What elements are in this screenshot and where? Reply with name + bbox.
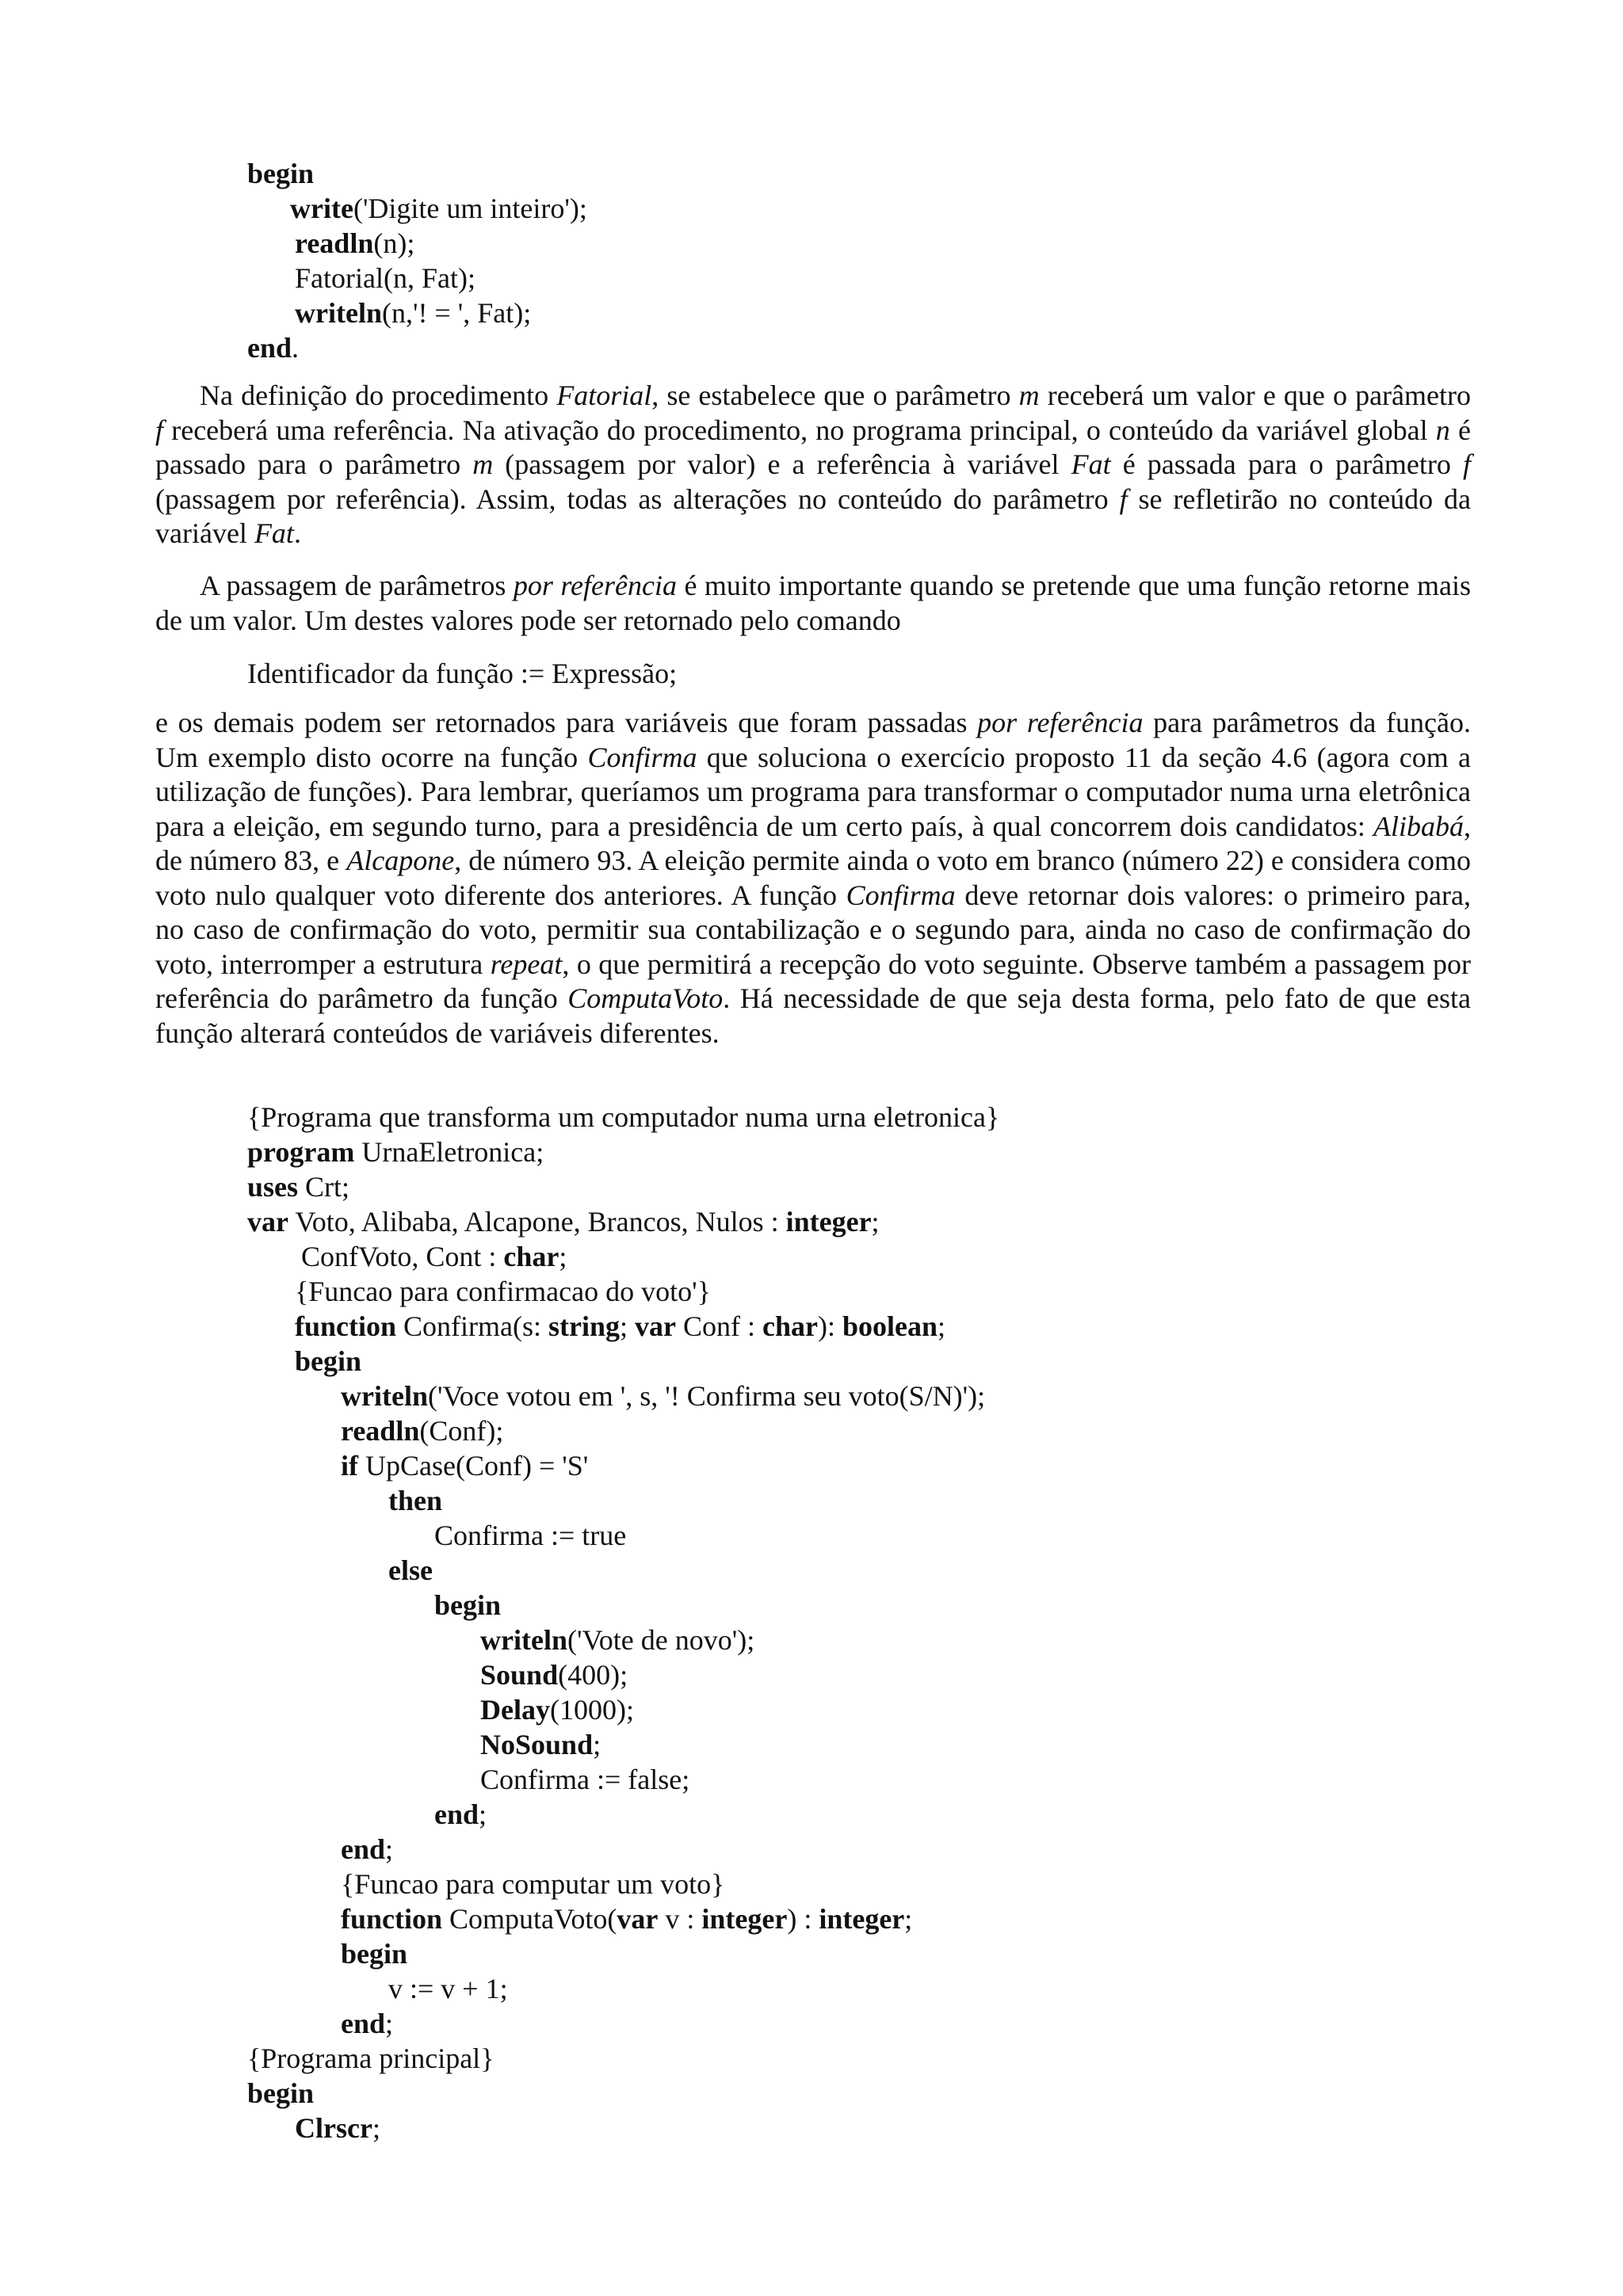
code-keyword: begin	[247, 2077, 315, 2109]
code-line	[0, 1832, 999, 1867]
code-line	[0, 2111, 999, 2145]
text-run: ('Vote de novo');	[567, 1624, 755, 1656]
code-keyword: begin	[295, 1345, 362, 1377]
text-run: (n,'! = ', Fat);	[381, 297, 532, 329]
code-block-urna-eletronica	[0, 1100, 999, 2145]
italic-term: n	[1435, 414, 1450, 446]
text-run: v := v + 1;	[388, 1973, 508, 2004]
text-run: {Funcao para confirmacao do voto'}	[295, 1276, 711, 1307]
text-run: ('Voce votou em ', s, '! Confirma seu voto(S/N)');	[427, 1380, 986, 1412]
code-line	[0, 1867, 999, 1901]
text-run: ConfVoto, Cont :	[301, 1241, 504, 1272]
code-keyword: integer	[819, 1903, 905, 1935]
code-line	[0, 1204, 999, 1239]
code-line	[0, 1518, 999, 1553]
text-run: , de número 93. A eleição permite ainda o voto em branco (número 22) e considera como voto nulo qualquer voto diferente dos anteriores. A função	[155, 845, 1471, 911]
text-run: Voto, Alibaba, Alcapone, Brancos, Nulos :	[288, 1206, 786, 1238]
code-keyword: begin	[434, 1589, 502, 1621]
text-run: , o que permitirá a recepção do voto seguinte. Observe também a passagem por referência do parâmetro da função	[155, 948, 1471, 1014]
text-run: Confirma := true	[434, 1520, 627, 1551]
code-keyword: writeln	[295, 297, 382, 329]
code-block-fatorial-main	[0, 156, 587, 365]
code-line	[0, 1379, 999, 1413]
text-run: {Funcao para computar um voto}	[341, 1868, 725, 1900]
italic-term: repeat	[490, 948, 563, 980]
code-keyword: else	[388, 1554, 433, 1586]
text-run: é passado para o parâmetro	[155, 414, 1471, 480]
code-line	[0, 1448, 999, 1483]
code-keyword: end	[341, 1833, 386, 1865]
code-line	[0, 1483, 999, 1518]
code-line	[0, 1239, 999, 1274]
italic-term: f	[1462, 448, 1471, 480]
code-keyword: integer	[785, 1206, 872, 1238]
code-line	[0, 1413, 999, 1448]
code-line	[0, 1762, 999, 1797]
text-run: e os demais podem ser retornados para variáveis que foram passadas	[155, 707, 978, 738]
text-run: {Programa principal}	[247, 2042, 495, 2074]
code-keyword: begin	[341, 1938, 408, 1970]
text-run: (1000);	[549, 1694, 634, 1726]
code-keyword: var	[617, 1903, 659, 1935]
code-line	[0, 2006, 999, 2041]
text-run: UpCase(Conf) = 'S'	[358, 1450, 589, 1482]
paragraph-confirma-example	[155, 706, 1471, 1051]
code-line	[0, 1901, 999, 1936]
text-run: , se estabelece que o parâmetro	[651, 379, 1019, 411]
text-run: ;	[385, 1833, 394, 1865]
code-line	[0, 1344, 999, 1379]
code-keyword: function	[341, 1903, 443, 1935]
code-keyword: write	[290, 193, 353, 224]
text-run: A passagem de parâmetros	[200, 570, 514, 601]
code-keyword: if	[341, 1450, 358, 1482]
italic-term: por referência	[977, 707, 1144, 738]
text-run: ;	[559, 1241, 567, 1272]
code-line	[0, 1936, 999, 1971]
code-keyword: char	[762, 1310, 819, 1342]
text-run: ;	[938, 1310, 946, 1342]
code-keyword: boolean	[842, 1310, 938, 1342]
code-keyword: program	[247, 1136, 355, 1168]
code-keyword: var	[635, 1310, 677, 1342]
code-keyword: readln	[295, 227, 374, 259]
text-run: (n);	[373, 227, 415, 259]
italic-term: f	[1119, 482, 1128, 515]
text-run: (Conf);	[419, 1415, 504, 1447]
text-run: receberá uma referência. Na ativação do procedimento, no programa principal, o conteúdo da variável global	[163, 414, 1436, 446]
italic-term: por referência	[513, 570, 677, 601]
text-run: Conf :	[676, 1310, 763, 1342]
code-keyword: Clrscr	[295, 2112, 372, 2144]
code-keyword: writeln	[341, 1380, 428, 1412]
text-run: .	[293, 517, 301, 549]
text-run: ;	[904, 1903, 913, 1935]
formula-function-assignment: Identificador da função := Expressão;	[247, 658, 678, 689]
code-keyword: uses	[247, 1171, 299, 1203]
text-run: ;	[385, 2008, 394, 2039]
code-keyword: char	[503, 1241, 559, 1272]
text-run: Crt;	[298, 1171, 350, 1203]
italic-term: Confirma	[587, 741, 697, 773]
italic-term: ComputaVoto	[567, 982, 724, 1014]
code-line	[0, 156, 587, 191]
code-line	[0, 1657, 999, 1692]
italic-term: Alibabá	[1373, 810, 1464, 842]
italic-term: Fat	[1071, 448, 1111, 480]
text-run: Confirma := false;	[480, 1764, 690, 1795]
text-run: ('Digite um inteiro');	[353, 193, 587, 224]
text-run: ) :	[787, 1903, 819, 1935]
text-run: (400);	[558, 1659, 628, 1691]
code-line	[0, 1727, 999, 1762]
text-run: Fatorial(n, Fat);	[295, 262, 475, 294]
code-keyword: readln	[341, 1415, 420, 1447]
text-run: v :	[658, 1903, 702, 1935]
code-line	[0, 1971, 999, 2006]
code-keyword: var	[247, 1206, 288, 1238]
text-run: ;	[871, 1206, 880, 1238]
code-keyword: Delay	[480, 1694, 550, 1726]
code-keyword: begin	[247, 158, 315, 189]
text-run: {Programa que transforma um computador numa urna eletronica}	[247, 1101, 1000, 1133]
text-run: (passagem por valor) e a referência à variável	[493, 448, 1071, 480]
code-line	[0, 1274, 999, 1309]
text-run: que soluciona o exercício proposto 11 da seção 4.6 (agora com a utilização de funções). Para lembrar, queríamos um programa para transformar o computador numa urna eletrônica para a eleição, em segundo turno, para a presidência de um certo país, à qual concorrem dois candidatos:	[155, 741, 1471, 842]
code-line	[0, 191, 587, 226]
code-keyword: function	[295, 1310, 397, 1342]
text-run: . Há necessidade de que seja desta forma, pelo fato de que esta função alterará conteúdos de variáveis diferentes.	[155, 982, 1471, 1049]
code-line	[0, 1797, 999, 1832]
code-keyword: integer	[701, 1903, 788, 1935]
text-run: receberá um valor e que o parâmetro	[1039, 379, 1471, 411]
italic-term: m	[472, 448, 494, 480]
italic-term: Alcapone	[346, 845, 455, 876]
code-line	[0, 1135, 999, 1169]
text-run: Na definição do procedimento	[200, 379, 557, 411]
code-line	[0, 296, 587, 330]
paragraph-reference-passing	[155, 569, 1471, 638]
code-line	[0, 1169, 999, 1204]
code-line	[0, 1692, 999, 1727]
text-run: ;	[372, 2112, 380, 2144]
text-run: Confirma(s:	[396, 1310, 549, 1342]
text-run: deve retornar dois valores: o primeiro para, no caso de confirmação do voto, permitir sua contabilização e o segundo para, ainda no caso de confirmação do voto, interromper a estrutura	[155, 879, 1471, 980]
code-keyword: end	[247, 332, 292, 364]
code-line	[0, 2041, 999, 2076]
code-keyword: NoSound	[480, 1729, 594, 1760]
italic-term: m	[1018, 379, 1040, 411]
text-run: (passagem por referência). Assim, todas as alterações no conteúdo do parâmetro	[155, 482, 1120, 515]
text-run: é passada para o parâmetro	[1110, 448, 1463, 480]
italic-term: Fat	[254, 517, 294, 549]
code-keyword: string	[548, 1310, 621, 1342]
text-run: é muito importante quando se pretende que uma função retorne mais de um valor. Um destes valores pode ser retornado pelo comando	[155, 570, 1471, 636]
code-line	[0, 2076, 999, 2111]
text-run: ComputaVoto(	[442, 1903, 617, 1935]
text-run: ;	[593, 1729, 601, 1760]
code-line	[0, 1100, 999, 1135]
text-run: , de número 83, e	[155, 810, 1471, 876]
italic-term: Fatorial	[556, 379, 652, 411]
code-keyword: then	[388, 1485, 443, 1516]
code-keyword: writeln	[480, 1624, 567, 1656]
text-run: .	[292, 332, 300, 364]
code-line	[0, 261, 587, 296]
text-run: se refletirão no conteúdo da variável	[155, 482, 1471, 549]
code-line	[0, 1623, 999, 1657]
code-line	[0, 1309, 999, 1344]
code-line	[0, 1588, 999, 1623]
paragraph-parameter-passing	[155, 379, 1471, 551]
code-keyword: Sound	[480, 1659, 559, 1691]
code-line	[0, 330, 587, 365]
text-run: UrnaEletronica;	[354, 1136, 544, 1168]
text-run: ;	[620, 1310, 636, 1342]
italic-term: Confirma	[846, 879, 956, 911]
code-line	[0, 226, 587, 261]
code-keyword: end	[341, 2008, 386, 2039]
code-line	[0, 1553, 999, 1588]
text-run: para parâmetros da função. Um exemplo disto ocorre na função	[155, 707, 1471, 773]
text-run: ):	[818, 1310, 843, 1342]
code-keyword: end	[434, 1798, 479, 1830]
text-run: ;	[479, 1798, 487, 1830]
italic-term: f	[155, 414, 164, 446]
